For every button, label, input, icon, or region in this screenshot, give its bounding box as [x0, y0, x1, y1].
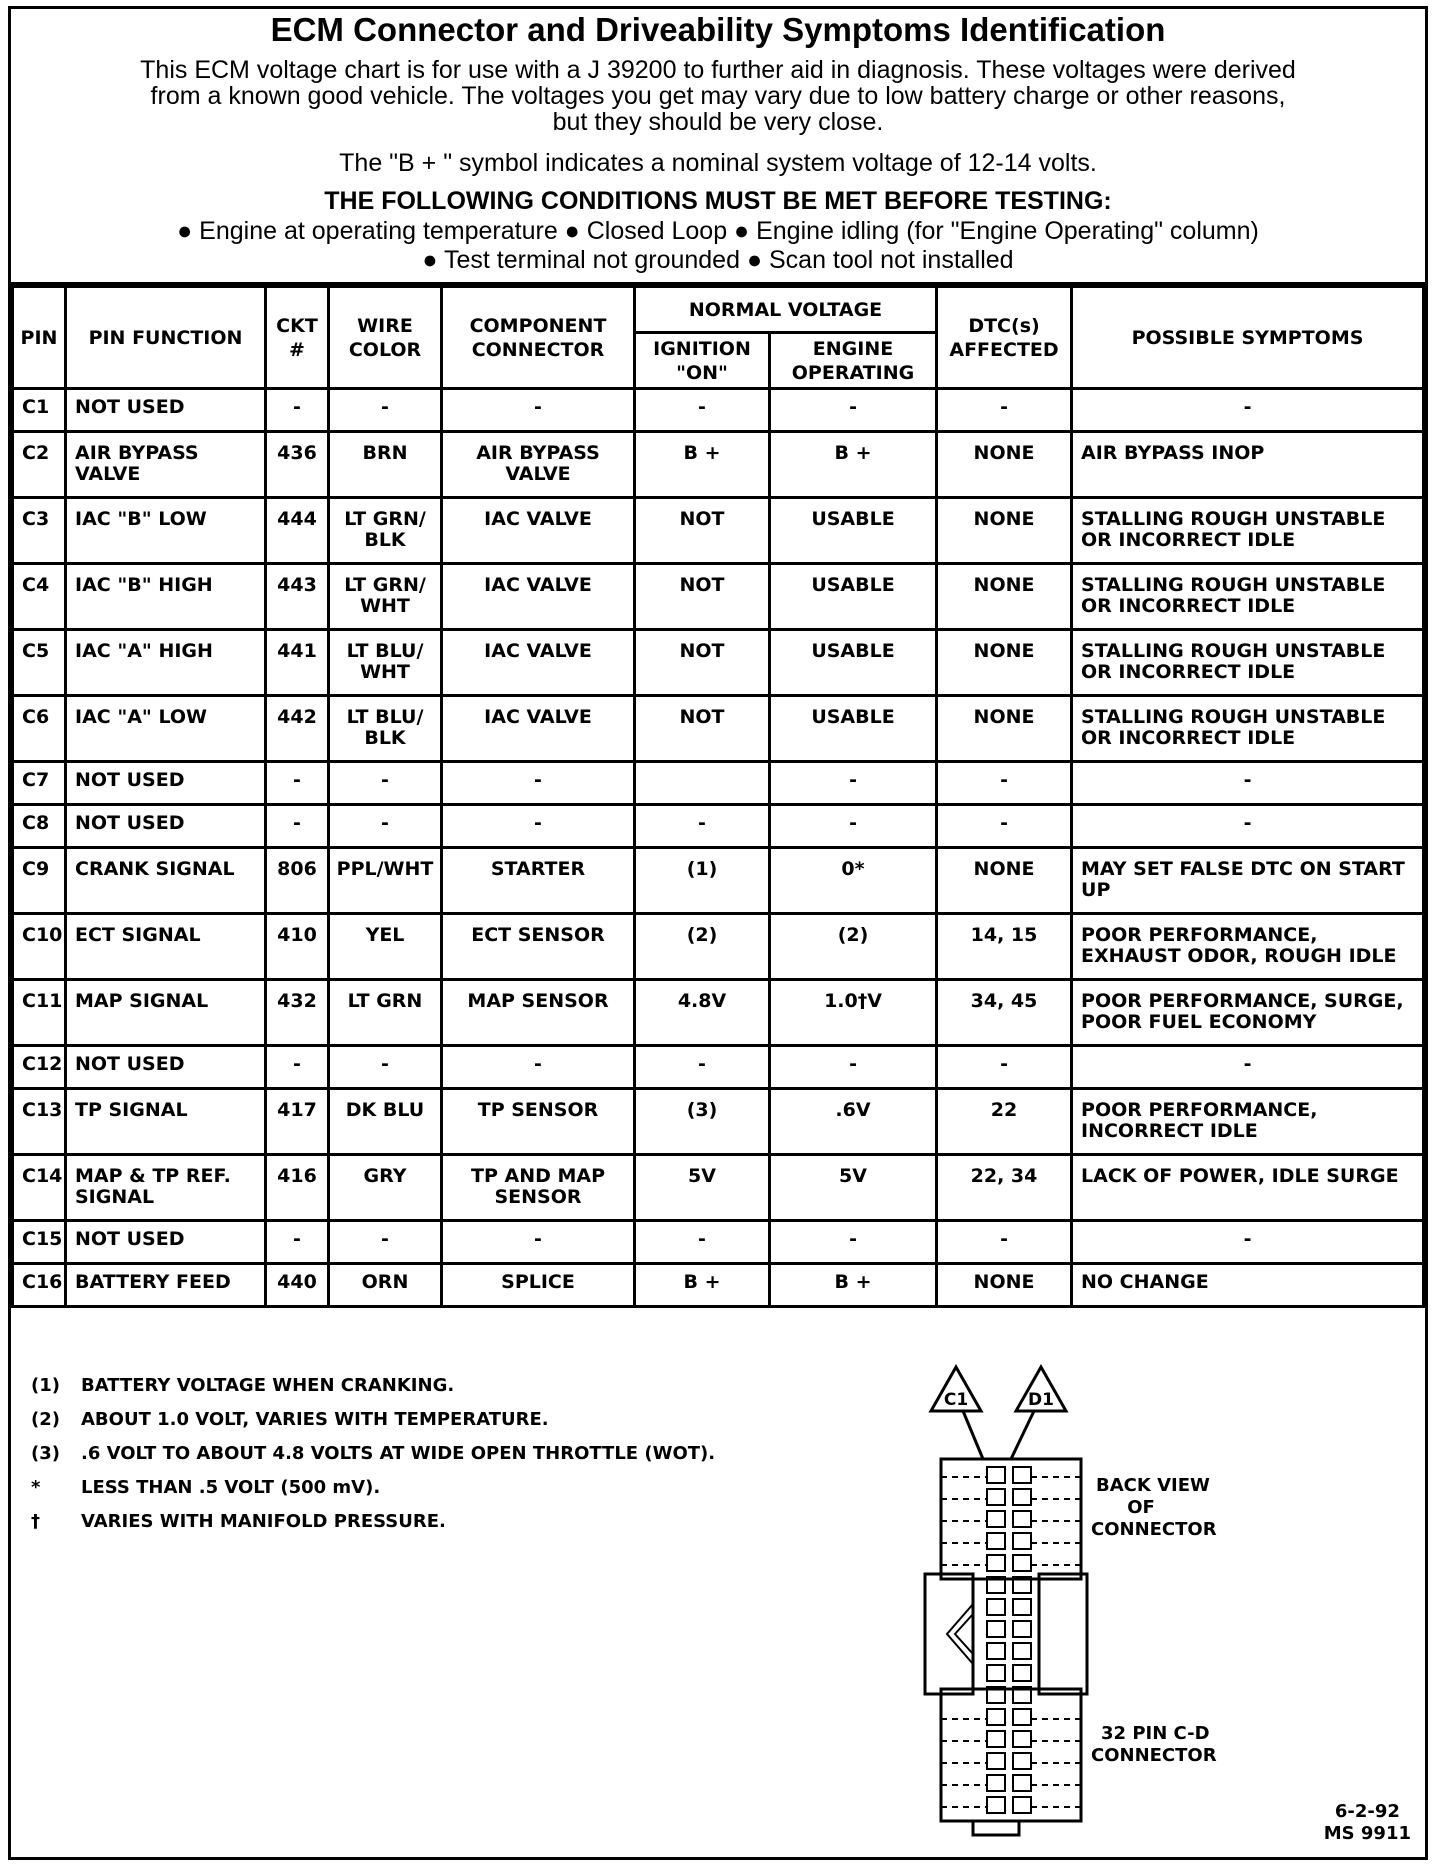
cell-dtc: 22 [937, 1089, 1072, 1155]
back-view-label-3: CONNECTOR [1091, 1519, 1217, 1540]
table-row [13, 848, 1424, 914]
table-row [13, 805, 1424, 848]
footnote [31, 1505, 715, 1539]
footnote-text: BATTERY VOLTAGE WHEN CRANKING. [81, 1375, 455, 1396]
cell-symptoms: - [1072, 1046, 1424, 1089]
cell-pin: C10 [13, 914, 66, 980]
pin-count-label-1: 32 PIN C-D [1101, 1723, 1210, 1744]
cell-dtc: - [937, 1221, 1072, 1264]
cell-engine-operating: USABLE [770, 696, 937, 762]
cell-ckt: 806 [266, 848, 329, 914]
cell-pin-function: ECT SIGNAL [66, 914, 266, 980]
cell-dtc: - [937, 1046, 1072, 1089]
revision-code: MS 9911 [1323, 1823, 1411, 1844]
cell-pin-function: AIR BYPASS VALVE [66, 432, 266, 498]
cell-dtc: - [937, 805, 1072, 848]
cell-dtc: 22, 34 [937, 1155, 1072, 1221]
conditions-line-1: ● Engine at operating temperature ● Closed Loop ● Engine idling (for "Engine Operating" column) [177, 217, 1259, 245]
cell-engine-operating: - [770, 762, 937, 805]
cell-pin-function: CRANK SIGNAL [66, 848, 266, 914]
cell-symptoms: STALLING ROUGH UNSTABLE OR INCORRECT IDLE [1072, 564, 1424, 630]
cell-symptoms: STALLING ROUGH UNSTABLE OR INCORRECT IDLE [1072, 696, 1424, 762]
cell-ckt: 441 [266, 630, 329, 696]
footnote-text: .6 VOLT TO ABOUT 4.8 VOLTS AT WIDE OPEN THROTTLE (WOT). [81, 1443, 716, 1464]
intro-line-3: but they should be very close. [552, 108, 884, 136]
cell-wire-color: - [329, 762, 442, 805]
cell-wire-color: LT GRN/ WHT [329, 564, 442, 630]
cell-wire-color: LT GRN [329, 980, 442, 1046]
table-row [13, 914, 1424, 980]
col-header-ckt: CKT # [266, 287, 329, 389]
cell-wire-color: LT BLU/ WHT [329, 630, 442, 696]
table-row [13, 1046, 1424, 1089]
cell-wire-color: LT GRN/ BLK [329, 498, 442, 564]
cell-symptoms: POOR PERFORMANCE, INCORRECT IDLE [1072, 1089, 1424, 1155]
cell-pin: C6 [13, 696, 66, 762]
cell-component-connector: IAC VALVE [442, 630, 635, 696]
intro-line-1: This ECM voltage chart is for use with a J 39200 to further aid in diagnosis. These voltages were derived [140, 56, 1296, 84]
cell-engine-operating: .6V [770, 1089, 937, 1155]
table-row [13, 1155, 1424, 1221]
cell-pin-function: NOT USED [66, 805, 266, 848]
cell-engine-operating: B + [770, 1264, 937, 1307]
header [11, 9, 1425, 281]
page-title: ECM Connector and Driveability Symptoms Identification [270, 11, 1166, 48]
cell-dtc: - [937, 389, 1072, 432]
footnote [31, 1437, 715, 1471]
cell-ignition-on: B + [635, 432, 770, 498]
cell-engine-operating: 5V [770, 1155, 937, 1221]
col-header-symptoms: POSSIBLE SYMPTOMS [1072, 287, 1424, 389]
col-header-wire-color: WIRE COLOR [329, 287, 442, 389]
cell-component-connector: IAC VALVE [442, 498, 635, 564]
cell-engine-operating: - [770, 1221, 937, 1264]
cell-engine-operating: 0* [770, 848, 937, 914]
footnote-text: ABOUT 1.0 VOLT, VARIES WITH TEMPERATURE. [81, 1409, 549, 1430]
voltage-table [11, 285, 1425, 1308]
table-row [13, 1264, 1424, 1307]
cell-ckt: 436 [266, 432, 329, 498]
cell-ckt: 417 [266, 1089, 329, 1155]
cell-symptoms: POOR PERFORMANCE, SURGE, POOR FUEL ECONOMY [1072, 980, 1424, 1046]
cell-pin-function: IAC "B" HIGH [66, 564, 266, 630]
cell-pin-function: MAP SIGNAL [66, 980, 266, 1046]
cell-pin-function: NOT USED [66, 762, 266, 805]
cell-pin: C11 [13, 980, 66, 1046]
pin-count-label-2: CONNECTOR [1091, 1745, 1217, 1766]
cell-pin: C3 [13, 498, 66, 564]
cell-ignition-on: 4.8V [635, 980, 770, 1046]
cell-wire-color: BRN [329, 432, 442, 498]
cell-ckt: 442 [266, 696, 329, 762]
cell-ignition-on: (3) [635, 1089, 770, 1155]
cell-pin-function: IAC "A" HIGH [66, 630, 266, 696]
col-header-normal-voltage: NORMAL VOLTAGE [635, 287, 937, 333]
cell-ignition-on: NOT [635, 630, 770, 696]
cell-ignition-on: NOT [635, 564, 770, 630]
cell-wire-color: - [329, 389, 442, 432]
cell-pin: C4 [13, 564, 66, 630]
cell-dtc: NONE [937, 564, 1072, 630]
cell-ckt: - [266, 805, 329, 848]
footnotes [31, 1369, 715, 1539]
footnote [31, 1403, 715, 1437]
cell-ckt: - [266, 389, 329, 432]
table-row [13, 696, 1424, 762]
cell-symptoms: - [1072, 805, 1424, 848]
cell-pin-function: NOT USED [66, 1221, 266, 1264]
cell-wire-color: PPL/WHT [329, 848, 442, 914]
cell-component-connector: TP AND MAP SENSOR [442, 1155, 635, 1221]
cell-pin: C9 [13, 848, 66, 914]
cell-wire-color: - [329, 1046, 442, 1089]
revision-stamp [1324, 1801, 1411, 1845]
connector-diagram [911, 1359, 1411, 1839]
footnote [31, 1471, 715, 1505]
cell-wire-color: - [329, 1221, 442, 1264]
footnote-text: VARIES WITH MANIFOLD PRESSURE. [81, 1511, 446, 1532]
footnote-text: LESS THAN .5 VOLT (500 mV). [81, 1477, 381, 1498]
cell-engine-operating: - [770, 389, 937, 432]
table-row [13, 980, 1424, 1046]
cell-ckt: 440 [266, 1264, 329, 1307]
cell-component-connector: - [442, 1046, 635, 1089]
cell-component-connector: IAC VALVE [442, 564, 635, 630]
cell-engine-operating: USABLE [770, 498, 937, 564]
cell-component-connector: STARTER [442, 848, 635, 914]
cell-dtc: 34, 45 [937, 980, 1072, 1046]
col-header-dtc: DTC(s) AFFECTED [937, 287, 1072, 389]
cell-ignition-on: - [635, 1046, 770, 1089]
cell-wire-color: GRY [329, 1155, 442, 1221]
connector-pin-cavities [987, 1467, 1031, 1813]
conditions-line-2: ● Test terminal not grounded ● Scan tool not installed [422, 246, 1014, 274]
cell-symptoms: - [1072, 1221, 1424, 1264]
cell-wire-color: YEL [329, 914, 442, 980]
cell-dtc: NONE [937, 630, 1072, 696]
cell-pin-function: IAC "A" LOW [66, 696, 266, 762]
cell-ckt: 432 [266, 980, 329, 1046]
bplus-note: The "B + " symbol indicates a nominal system voltage of 12-14 volts. [339, 149, 1097, 177]
col-header-ignition-on: IGNITION "ON" [635, 333, 770, 389]
table-row [13, 498, 1424, 564]
footnote [31, 1369, 715, 1403]
cell-pin-function: MAP & TP REF. SIGNAL [66, 1155, 266, 1221]
footnote-mark: (1) [31, 1375, 60, 1396]
cell-engine-operating: USABLE [770, 564, 937, 630]
cell-component-connector: IAC VALVE [442, 696, 635, 762]
footnote-mark: * [31, 1477, 41, 1498]
cell-symptoms: - [1072, 389, 1424, 432]
cell-component-connector: SPLICE [442, 1264, 635, 1307]
table-row [13, 1089, 1424, 1155]
cell-dtc: NONE [937, 498, 1072, 564]
col-header-pin: PIN [13, 287, 66, 389]
back-view-label-2: OF [1127, 1497, 1155, 1518]
document-sheet [8, 6, 1428, 1860]
cell-ignition-on: - [635, 389, 770, 432]
table-row [13, 389, 1424, 432]
cell-ignition-on: 5V [635, 1155, 770, 1221]
cell-engine-operating: 1.0†V [770, 980, 937, 1046]
cell-dtc: - [937, 762, 1072, 805]
cell-pin: C12 [13, 1046, 66, 1089]
cell-component-connector: AIR BYPASS VALVE [442, 432, 635, 498]
cell-ckt: - [266, 1046, 329, 1089]
cell-component-connector: - [442, 1221, 635, 1264]
cell-pin-function: NOT USED [66, 389, 266, 432]
revision-date: 6-2-92 [1334, 1801, 1400, 1822]
col-header-component-connector: COMPONENT CONNECTOR [442, 287, 635, 389]
cell-engine-operating: B + [770, 432, 937, 498]
d1-label: D1 [1028, 1390, 1054, 1410]
cell-pin: C8 [13, 805, 66, 848]
table-row [13, 564, 1424, 630]
cell-wire-color: ORN [329, 1264, 442, 1307]
cell-pin: C2 [13, 432, 66, 498]
cell-symptoms: LACK OF POWER, IDLE SURGE [1072, 1155, 1424, 1221]
intro-line-2: from a known good vehicle. The voltages you get may vary due to low battery charge or other reasons, [150, 82, 1286, 110]
cell-wire-color: DK BLU [329, 1089, 442, 1155]
cell-pin: C5 [13, 630, 66, 696]
cell-dtc: 14, 15 [937, 914, 1072, 980]
cell-dtc: NONE [937, 432, 1072, 498]
cell-ckt: 444 [266, 498, 329, 564]
intro-text [81, 57, 1355, 135]
cell-pin: C13 [13, 1089, 66, 1155]
cell-ignition-on: - [635, 1221, 770, 1264]
cell-ckt: 443 [266, 564, 329, 630]
footnote-mark: † [31, 1511, 40, 1532]
cell-pin: C14 [13, 1155, 66, 1221]
table-row [13, 432, 1424, 498]
cell-symptoms: AIR BYPASS INOP [1072, 432, 1424, 498]
voltage-table-wrap [11, 282, 1425, 1308]
table-body [13, 389, 1424, 1307]
table-row [13, 1221, 1424, 1264]
footnote-mark: (2) [31, 1409, 60, 1430]
cell-symptoms: POOR PERFORMANCE, EXHAUST ODOR, ROUGH IDLE [1072, 914, 1424, 980]
cell-pin-function: NOT USED [66, 1046, 266, 1089]
cell-dtc: NONE [937, 1264, 1072, 1307]
c1-label: C1 [943, 1390, 969, 1410]
cell-pin-function: BATTERY FEED [66, 1264, 266, 1307]
conditions-heading: THE FOLLOWING CONDITIONS MUST BE MET BEFORE TESTING: [324, 187, 1112, 215]
cell-pin: C1 [13, 389, 66, 432]
cell-symptoms: STALLING ROUGH UNSTABLE OR INCORRECT IDLE [1072, 630, 1424, 696]
cell-wire-color: LT BLU/ BLK [329, 696, 442, 762]
cell-component-connector: - [442, 762, 635, 805]
cell-engine-operating: USABLE [770, 630, 937, 696]
table-row [13, 630, 1424, 696]
cell-ckt: - [266, 762, 329, 805]
footnote-mark: (3) [31, 1443, 60, 1464]
cell-pin: C16 [13, 1264, 66, 1307]
cell-component-connector: - [442, 805, 635, 848]
cell-ignition-on: NOT [635, 498, 770, 564]
cell-ignition-on: B + [635, 1264, 770, 1307]
cell-component-connector: ECT SENSOR [442, 914, 635, 980]
cell-pin-function: TP SIGNAL [66, 1089, 266, 1155]
cell-ckt: 416 [266, 1155, 329, 1221]
cell-ignition-on [635, 762, 770, 805]
cell-engine-operating: - [770, 805, 937, 848]
cell-symptoms: MAY SET FALSE DTC ON START UP [1072, 848, 1424, 914]
cell-pin: C7 [13, 762, 66, 805]
cell-ignition-on: (2) [635, 914, 770, 980]
cell-ckt: - [266, 1221, 329, 1264]
cell-dtc: NONE [937, 696, 1072, 762]
col-header-pin-function: PIN FUNCTION [66, 287, 266, 389]
cell-component-connector: TP SENSOR [442, 1089, 635, 1155]
cell-ignition-on: NOT [635, 696, 770, 762]
cell-symptoms: - [1072, 762, 1424, 805]
cell-engine-operating: (2) [770, 914, 937, 980]
cell-component-connector: - [442, 389, 635, 432]
col-header-engine-operating: ENGINE OPERATING [770, 333, 937, 389]
cell-pin-function: IAC "B" LOW [66, 498, 266, 564]
cell-pin: C15 [13, 1221, 66, 1264]
cell-wire-color: - [329, 805, 442, 848]
cell-ignition-on: - [635, 805, 770, 848]
cell-ignition-on: (1) [635, 848, 770, 914]
cell-symptoms: STALLING ROUGH UNSTABLE OR INCORRECT IDLE [1072, 498, 1424, 564]
cell-dtc: NONE [937, 848, 1072, 914]
cell-symptoms: NO CHANGE [1072, 1264, 1424, 1307]
table-row [13, 762, 1424, 805]
back-view-label-1: BACK VIEW [1096, 1475, 1210, 1496]
cell-component-connector: MAP SENSOR [442, 980, 635, 1046]
cell-ckt: 410 [266, 914, 329, 980]
cell-engine-operating: - [770, 1046, 937, 1089]
